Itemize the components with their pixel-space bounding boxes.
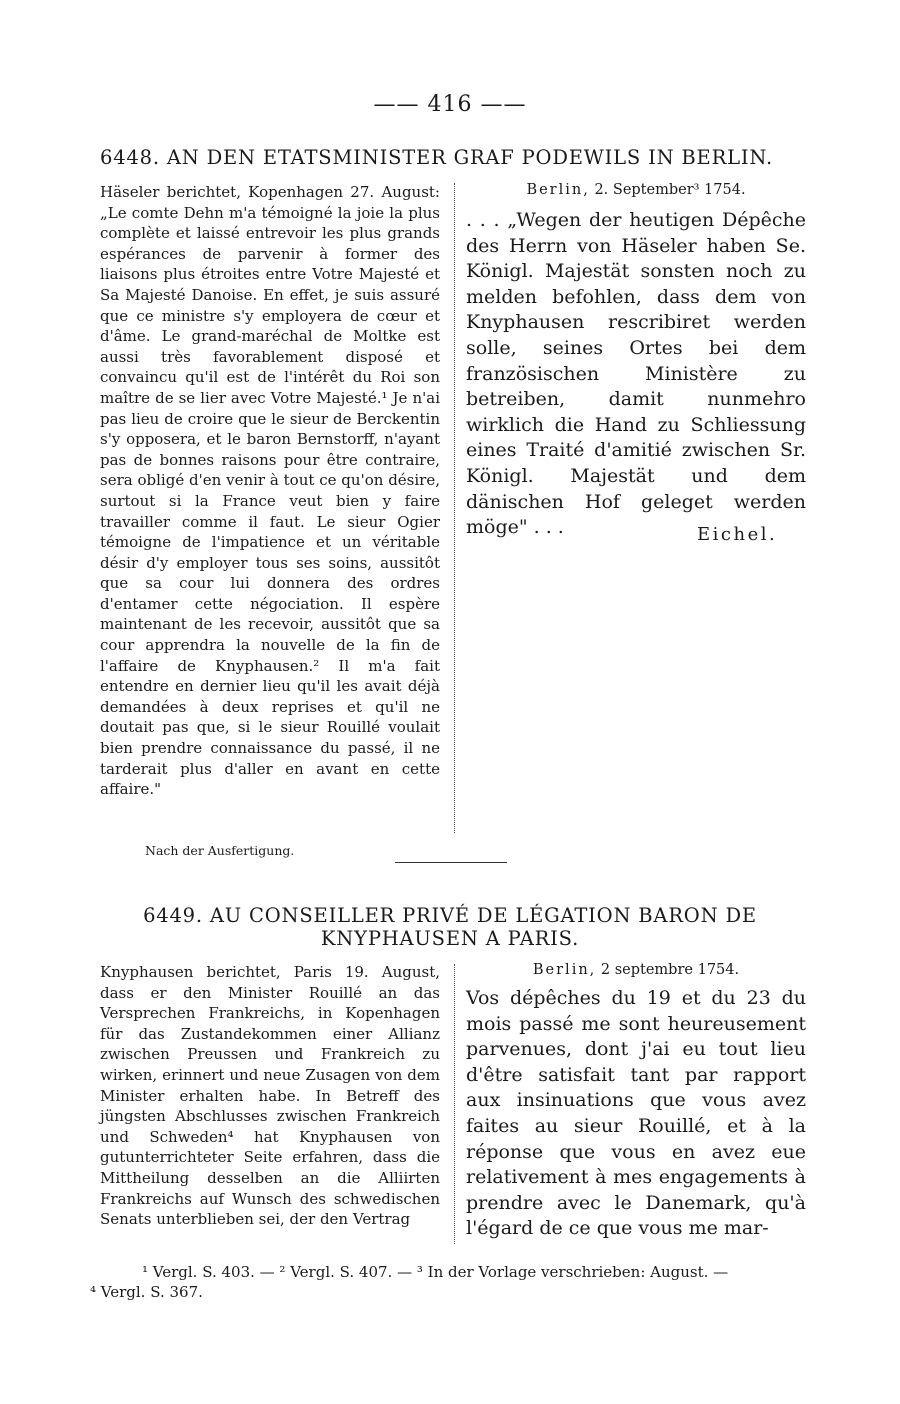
column-divider [454, 183, 455, 833]
column-divider [454, 964, 455, 1244]
dateline-6449 [466, 962, 806, 978]
letter-text: Vos dépêches du 19 et du 23 du mois passé me sont heureusement parvenues, dont j'ai eu tout lieu d'être satisfait tant par rapport aux insinuations que vous avez faites au sieur Rouillé, et à la réponse que vous en avez eue relativement à mes engagements à prendre avec le Danemark, qu'à l'égard de ce que vous me mar- [466, 987, 806, 1240]
letter-body-6448 [466, 208, 806, 541]
dateline-date: 2. September³ 1754. [594, 182, 746, 198]
section-heading-6449 [90, 904, 810, 950]
signature: Eichel. [697, 524, 778, 545]
summary-6448 [100, 182, 440, 800]
section-heading-6448: 6448. AN DEN ETATSMINISTER GRAF PODEWILS IN BERLIN. [100, 146, 773, 169]
heading-line-1: 6449. AU CONSEILLER PRIVÉ DE LÉGATION BARON DE [143, 904, 757, 927]
letter-text: . . . „Wegen der heutigen Dépêche des Herrn von Häseler haben Se. Königl. Majestät sonsten noch zu melden befohlen, dass dem von Knyphausen rescribiret werden solle, seines Ortes bei dem französischen Ministère zu betreiben, damit nunmehro wirklich die Hand zu Schliessung eines Traité d'amitié zwischen Sr. Königl. Majestät und dem dänischen Hof geleget werden möge" . . . [466, 209, 806, 539]
footnote-line-1: ¹ Vergl. S. 403. — ² Vergl. S. 407. — ³ In der Vorlage verschrieben: August. — [142, 1263, 729, 1281]
summary-6449 [100, 962, 440, 1230]
section-rule [395, 862, 507, 863]
source-note: Nach der Ausfertigung. [145, 843, 295, 858]
dateline-6448 [466, 182, 806, 198]
footnote-line-2: ⁴ Vergl. S. 367. [90, 1283, 203, 1301]
summary-text: Knyphausen berichtet, Paris 19. August, dass er den Minister Rouillé an das Versprechen Frankreichs, in Kopenhagen für das Zustandekommen einer Allianz zwischen Preussen und Frankreich zu wirken, erinnert und neue Zusagen von dem Minister erhalten habe. In Betreff des jüngsten Abschlusses zwischen Frankreich und Schweden⁴ hat Knyphausen von gutunterrichteter Seite erfahren, dass die Mittheilung desselben an die Alliirten Frankreichs auf Wunsch des schwedischen Senats unterblieben sei, der den Vertrag [100, 963, 440, 1229]
page-number: —— 416 —— [373, 92, 527, 117]
heading-line-2: KNYPHAUSEN A PARIS. [320, 927, 580, 950]
footnotes [90, 1262, 810, 1302]
dateline-date: 2 septembre 1754. [600, 962, 740, 978]
dateline-place: Berlin, [526, 182, 590, 198]
letter-body-6449 [466, 986, 806, 1242]
dateline-place: Berlin, [532, 962, 597, 978]
summary-text: Häseler berichtet, Kopenhagen 27. August: „Le comte Dehn m'a témoigné la joie la plus complète et laissé entrevoir les plus grands espérances de parvenir à former des liaisons plus étroites entre Votre Majesté et Sa Majesté Danoise. En effet, je suis assuré que ce ministre s'y employera de cœur et d'âme. Le grand-maréchal de Moltke est aussi très favorablement disposé et convaincu qu'il est de l'intérêt du Roi son maître de se lier avec Votre Majesté.¹ Je n'ai pas lieu de croire que le sieur de Berckentin s'y opposera, et le baron Bernstorff, n'ayant pas de bonnes raisons pour être contraire, sera obligé d'en venir à tout ce qu'on désire, surtout si la France veut bien y faire travailler comme il faut. Le sieur Ogier témoigne de l'impatience et un véritable désir d'y employer tous ses soins, aussitôt que sa cour lui donnera des ordres d'entamer cette négociation. Il espère maintenant de les recevoir, aussitôt que sa cour apprendra la nouvelle de la fin de l'affaire de Knyphausen.² Il m'a fait entendre en dernier lieu qu'il les avait déjà demandées à deux reprises et qu'il ne doutait pas que, si le sieur Rouillé voulait bien prendre connaissance du passé, il ne tarderait plus d'aller en avant en cette affaire." [100, 183, 440, 799]
